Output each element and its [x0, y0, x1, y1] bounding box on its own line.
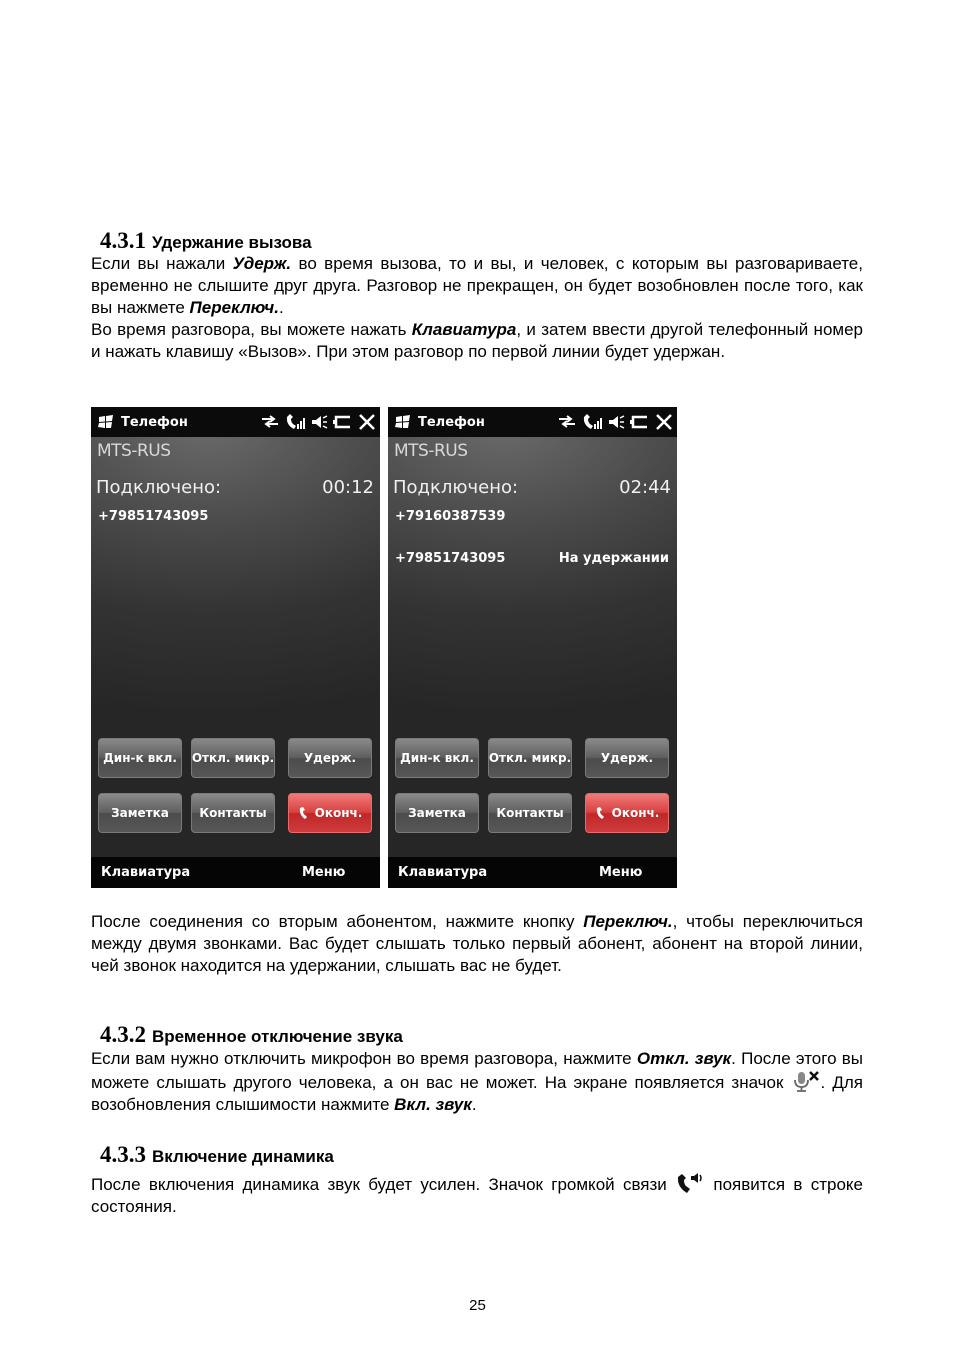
end-call-button[interactable] — [288, 793, 372, 833]
phone-handset-icon — [595, 806, 610, 821]
volume-icon — [310, 413, 328, 431]
windows-start-icon[interactable] — [98, 415, 114, 429]
text: После соединения со вторым абонентом, нажмите кнопку — [91, 912, 584, 931]
hold-status: На удержании — [558, 551, 669, 566]
app-title: Телефон — [121, 414, 188, 430]
text: , и затем ввести другой телефонный номер и нажать клавишу «Вызов». При этом разговор по первой линии будет удержан. — [91, 320, 863, 361]
mute-mic-button[interactable]: Откл. микр. — [191, 738, 275, 778]
text: Если вы нажали — [91, 254, 233, 273]
windows-start-icon[interactable] — [395, 415, 411, 429]
section-title: Включение динамика — [152, 1147, 334, 1166]
term-mute: Откл. звук — [636, 1049, 732, 1068]
section-title: Удержание вызова — [152, 233, 312, 252]
call-timer: 02:44 — [619, 477, 671, 498]
term-keyboard: Клавиатура — [411, 320, 517, 339]
battery-icon — [332, 413, 354, 431]
speaker-on-button[interactable]: Дин-к вкл. — [395, 738, 479, 778]
status-bar — [388, 407, 677, 437]
status-bar — [91, 407, 380, 437]
phone-signal-icon — [581, 413, 603, 431]
phone-screenshot-left — [91, 407, 380, 888]
contacts-button[interactable]: Контакты — [191, 793, 275, 833]
text: во время вызова, то и вы, и человек, с которым вы разговариваете, временно не слышите друг друга. Разговор не прекращен, он будет возобновлен после того, как вы нажмете — [91, 254, 863, 317]
speakerphone-icon — [675, 1172, 705, 1196]
text: . — [278, 298, 284, 317]
connected-label: Подключено: — [393, 477, 519, 498]
note-button[interactable]: Заметка — [98, 793, 182, 833]
section-title: Временное отключение звука — [152, 1027, 403, 1046]
text: . Для возобновления слышимости нажмите — [91, 1073, 863, 1114]
text: . После этого вы можете слышать другого человека, а он вас не может. На экране появляется значок — [91, 1049, 864, 1092]
battery-icon — [629, 413, 651, 431]
hold-button[interactable]: Удерж. — [288, 738, 372, 778]
connected-label: Подключено: — [96, 477, 222, 498]
caller-number: +79851743095 — [98, 509, 209, 524]
paragraph-hold-1 — [91, 253, 863, 319]
section-number: 4.3.2 — [100, 1022, 146, 1047]
soft-key-menu[interactable]: Меню — [302, 865, 346, 880]
text: Во время разговора, вы можете нажать — [91, 320, 412, 339]
end-call-label: Оконч. — [314, 806, 363, 820]
phone-signal-icon — [284, 413, 306, 431]
active-caller-number: +79160387539 — [395, 509, 506, 524]
soft-key-bar — [388, 857, 677, 888]
text: . — [471, 1095, 477, 1114]
speaker-on-button[interactable]: Дин-к вкл. — [98, 738, 182, 778]
phone-screenshot-right — [388, 407, 677, 888]
section-heading-4-3-1 — [100, 228, 312, 254]
status-icons — [557, 413, 673, 431]
section-heading-4-3-2 — [100, 1022, 403, 1048]
note-button[interactable]: Заметка — [395, 793, 479, 833]
text: После включения динамика звук будет усилен. Значок громкой связи — [91, 1175, 676, 1194]
held-caller-number: +79851743095 — [395, 551, 506, 566]
page-number: 25 — [469, 1297, 486, 1314]
close-icon[interactable] — [358, 413, 376, 431]
phone-handset-icon — [298, 806, 313, 821]
close-icon[interactable] — [655, 413, 673, 431]
paragraph-mute — [91, 1048, 863, 1116]
term-unmute: Вкл. звук — [394, 1095, 472, 1114]
term-hold: Удерж. — [232, 254, 292, 273]
text: , чтобы переключиться между двумя звонками. Вас будет слышать только первый абонент, абонент на второй линии, чей звонок находится на удержании, слышать вас не будет. — [91, 912, 863, 975]
contacts-button[interactable]: Контакты — [488, 793, 572, 833]
call-timer: 00:12 — [322, 477, 374, 498]
status-icons — [260, 413, 376, 431]
section-number: 4.3.1 — [100, 228, 146, 253]
term-switch: Переключ. — [189, 298, 279, 317]
text: Если вам нужно отключить микрофон во время разговора, нажмите — [91, 1049, 637, 1068]
paragraph-hold-2 — [91, 319, 863, 363]
mute-mic-button[interactable]: Откл. микр. — [488, 738, 572, 778]
operator-name: MTS-RUS — [394, 441, 468, 461]
paragraph-speaker — [91, 1172, 863, 1218]
section-number: 4.3.3 — [100, 1142, 146, 1167]
soft-key-keyboard[interactable]: Клавиатура — [398, 865, 488, 880]
text: появится в строке состояния. — [91, 1175, 863, 1216]
end-call-button[interactable] — [585, 793, 669, 833]
soft-key-menu[interactable]: Меню — [599, 865, 643, 880]
end-call-label: Оконч. — [611, 806, 660, 820]
soft-key-keyboard[interactable]: Клавиатура — [101, 865, 191, 880]
hold-button[interactable]: Удерж. — [585, 738, 669, 778]
soft-key-bar — [91, 857, 380, 888]
volume-icon — [607, 413, 625, 431]
section-heading-4-3-3 — [100, 1142, 334, 1168]
data-connection-icon — [557, 414, 577, 430]
paragraph-switch — [91, 911, 863, 977]
term-switch: Переключ. — [583, 912, 673, 931]
mute-microphone-icon — [791, 1070, 821, 1094]
app-title: Телефон — [418, 414, 485, 430]
operator-name: MTS-RUS — [97, 441, 171, 461]
data-connection-icon — [260, 414, 280, 430]
